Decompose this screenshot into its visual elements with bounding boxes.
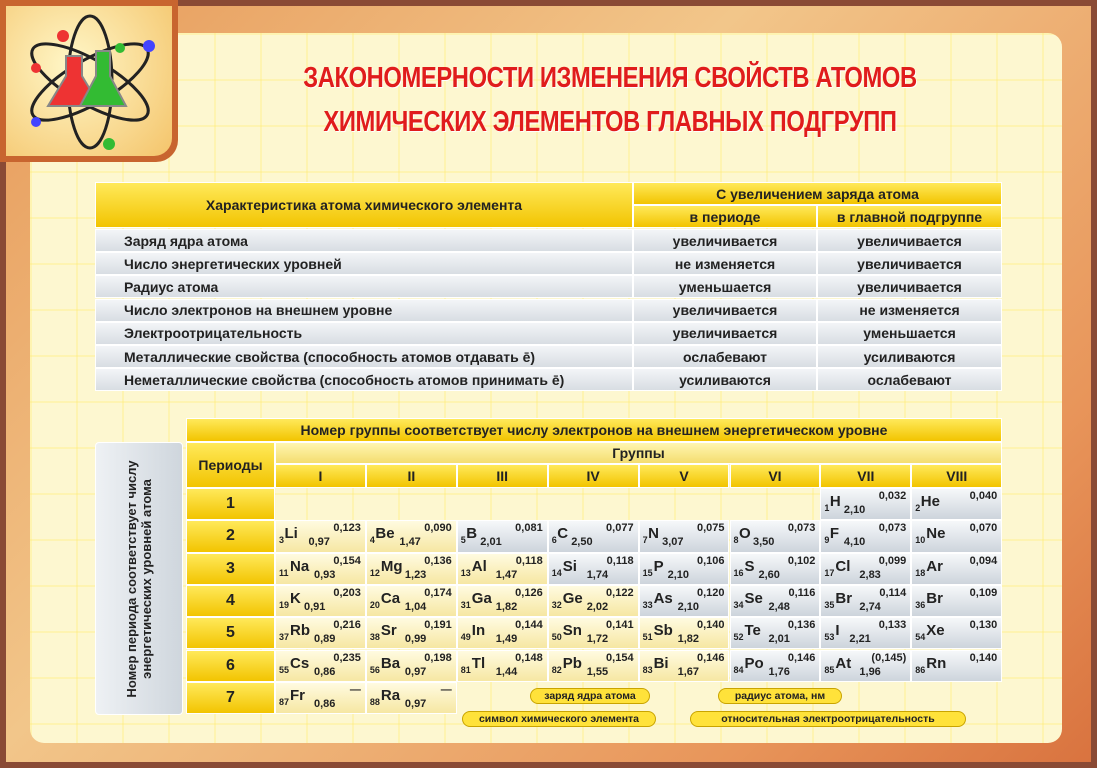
atomic-number: 12 bbox=[369, 567, 380, 578]
atomic-number: 2 bbox=[915, 503, 921, 513]
element-symbol: H bbox=[829, 493, 841, 510]
element-cell bbox=[820, 617, 911, 649]
element-symbol: Cl bbox=[835, 557, 851, 575]
element-cell bbox=[820, 585, 911, 617]
header-group: в главной подгруппе bbox=[817, 205, 1002, 228]
element-symbol: O bbox=[739, 525, 751, 543]
groups-header: Группы bbox=[275, 442, 1002, 464]
element-cell bbox=[730, 585, 821, 617]
electronegativity: 2,01 bbox=[480, 536, 502, 549]
element-symbol: Na bbox=[290, 557, 310, 575]
property-period-trend: усиливаются bbox=[633, 368, 817, 391]
property-group-trend: увеличивается bbox=[817, 252, 1002, 275]
element-symbol: F bbox=[829, 525, 840, 543]
element-symbol: N bbox=[648, 525, 659, 543]
atomic-number: 19 bbox=[279, 599, 290, 610]
property-name: Число энергетических уровней bbox=[95, 252, 633, 275]
atomic-radius: 0,109 bbox=[969, 586, 998, 599]
element-symbol: Mg bbox=[380, 557, 403, 575]
atomic-radius: 0,141 bbox=[606, 619, 634, 632]
atomic-number: 84 bbox=[733, 664, 744, 675]
atomic-radius: 0,077 bbox=[606, 522, 634, 535]
electronegativity: 2,60 bbox=[758, 568, 780, 581]
element-cell bbox=[275, 650, 366, 682]
atomic-number: 16 bbox=[733, 567, 744, 578]
atomic-number: 82 bbox=[551, 664, 562, 675]
electronegativity: 3,50 bbox=[753, 536, 775, 549]
atomic-radius: 0,120 bbox=[696, 586, 725, 599]
element-cell bbox=[275, 520, 366, 552]
electronegativity: 1,67 bbox=[677, 665, 700, 678]
atomic-radius: 0,123 bbox=[333, 522, 361, 535]
element-symbol: In bbox=[471, 622, 486, 640]
atomic-radius: 0,144 bbox=[515, 619, 543, 632]
element-symbol: Ca bbox=[380, 589, 401, 607]
header-increase: С увеличением заряда атома bbox=[633, 182, 1002, 205]
atomic-radius: 0,198 bbox=[424, 651, 452, 664]
element-cell bbox=[275, 585, 366, 617]
atomic-radius: 0,136 bbox=[787, 619, 816, 632]
header-characteristic: Характеристика атома химического элемента bbox=[95, 182, 633, 228]
atomic-number: 81 bbox=[460, 664, 471, 675]
atomic-number: 85 bbox=[824, 664, 835, 675]
atomic-radius: 0,191 bbox=[424, 619, 452, 632]
element-cell bbox=[275, 682, 366, 714]
element-cell bbox=[275, 617, 366, 649]
atomic-number: 8 bbox=[733, 535, 739, 546]
group-label: III bbox=[457, 464, 548, 488]
element-cell bbox=[639, 585, 730, 617]
electronegativity: 2,02 bbox=[586, 600, 609, 613]
element-symbol: Sr bbox=[380, 622, 397, 640]
atomic-radius: 0,094 bbox=[969, 554, 998, 567]
element-symbol: Bi bbox=[653, 654, 669, 672]
element-cell bbox=[457, 650, 548, 682]
atomic-number: 3 bbox=[279, 535, 285, 546]
element-symbol: Al bbox=[471, 557, 487, 575]
electronegativity: 1,47 bbox=[495, 568, 518, 581]
atomic-number: 53 bbox=[824, 632, 835, 643]
electronegativity: 1,96 bbox=[859, 665, 881, 678]
atomic-radius: 0,216 bbox=[333, 619, 361, 632]
element-cell bbox=[548, 617, 639, 649]
element-symbol: Rb bbox=[290, 622, 310, 640]
periods-header: Периоды bbox=[186, 442, 275, 488]
property-name: Электроотрицательность bbox=[95, 322, 633, 345]
element-symbol: Po bbox=[744, 654, 764, 672]
atomic-number: 38 bbox=[369, 632, 380, 643]
group-label: V bbox=[639, 464, 730, 488]
element-cell bbox=[548, 585, 639, 617]
element-symbol: C bbox=[557, 525, 569, 543]
legend-symbol: символ химического элемента bbox=[462, 711, 656, 727]
electronegativity: 1,47 bbox=[399, 536, 421, 549]
property-period-trend: увеличивается bbox=[633, 322, 817, 345]
legend-electronegativity: относительная электроотрицательность bbox=[690, 711, 966, 727]
element-cell bbox=[730, 553, 821, 585]
atomic-radius: 0,075 bbox=[696, 522, 725, 535]
electronegativity: 2,21 bbox=[849, 633, 871, 646]
element-symbol: Si bbox=[562, 557, 577, 575]
group-label: VII bbox=[820, 464, 911, 488]
atomic-radius: 0,146 bbox=[787, 651, 816, 664]
property-period-trend: увеличивается bbox=[633, 229, 817, 252]
atomic-radius: 0,130 bbox=[969, 619, 998, 632]
atomic-number: 33 bbox=[642, 599, 653, 610]
atomic-number: 31 bbox=[460, 599, 471, 610]
property-name: Металлические свойства (способность атомов отдавать ē) bbox=[95, 345, 633, 368]
element-cell bbox=[820, 488, 911, 520]
legend-radius: радиус атома, нм bbox=[718, 688, 842, 704]
atomic-number: 51 bbox=[642, 632, 653, 643]
element-cell bbox=[366, 682, 457, 714]
atomic-radius: 0,114 bbox=[879, 586, 907, 599]
atomic-radius: — bbox=[349, 683, 361, 696]
group-label: IV bbox=[548, 464, 639, 488]
atomic-radius: (0,145) bbox=[871, 651, 907, 664]
chemistry-logo bbox=[0, 0, 178, 162]
property-group-trend: ослабевают bbox=[817, 368, 1002, 391]
property-group-trend: не изменяется bbox=[817, 299, 1002, 322]
electronegativity: 0,89 bbox=[314, 633, 336, 646]
element-cell bbox=[639, 520, 730, 552]
element-cell bbox=[730, 520, 821, 552]
atomic-number: 52 bbox=[733, 632, 744, 643]
element-symbol: Ne bbox=[926, 525, 946, 543]
electronegativity: 0,93 bbox=[314, 568, 336, 581]
property-group-trend: увеличивается bbox=[817, 275, 1002, 298]
element-symbol: Ar bbox=[926, 557, 943, 575]
atom-flask-icon bbox=[6, 6, 172, 156]
atomic-number: 50 bbox=[551, 632, 562, 643]
atomic-radius: 0,070 bbox=[969, 522, 998, 535]
atomic-number: 17 bbox=[824, 567, 835, 578]
element-cell bbox=[366, 650, 457, 682]
atomic-number: 55 bbox=[279, 664, 290, 675]
element-symbol: Fr bbox=[290, 686, 305, 704]
element-symbol: Xe bbox=[926, 622, 945, 640]
electronegativity: 2,10 bbox=[677, 600, 700, 613]
atomic-radius: 0,235 bbox=[333, 651, 361, 664]
element-cell bbox=[457, 585, 548, 617]
element-symbol: Se bbox=[744, 589, 763, 607]
element-cell bbox=[639, 553, 730, 585]
electronegativity: 0,99 bbox=[404, 633, 427, 646]
atomic-number: 10 bbox=[915, 535, 926, 546]
electronegativity: 1,76 bbox=[768, 665, 790, 678]
group-label: VI bbox=[730, 464, 821, 488]
period-number: 3 bbox=[186, 553, 275, 585]
atomic-number: 83 bbox=[642, 664, 653, 675]
element-symbol: As bbox=[653, 589, 673, 607]
element-symbol: Rn bbox=[926, 654, 947, 672]
period-number: 5 bbox=[186, 617, 275, 649]
element-cell bbox=[366, 520, 457, 552]
electronegativity: 2,74 bbox=[859, 600, 881, 613]
property-name: Радиус атома bbox=[95, 275, 633, 298]
element-cell bbox=[548, 553, 639, 585]
atomic-radius: 0,106 bbox=[696, 554, 725, 567]
element-cell bbox=[548, 650, 639, 682]
electronegativity: 4,10 bbox=[843, 536, 866, 549]
electronegativity: 2,50 bbox=[571, 536, 593, 549]
atomic-radius: 0,148 bbox=[515, 651, 543, 664]
atomic-radius: 0,118 bbox=[515, 554, 543, 567]
element-symbol: Pb bbox=[562, 654, 582, 672]
element-symbol: Be bbox=[375, 525, 395, 543]
atomic-number: 15 bbox=[642, 567, 653, 578]
atomic-number: 35 bbox=[824, 599, 835, 610]
property-period-trend: не изменяется bbox=[633, 252, 817, 275]
atomic-number: 1 bbox=[824, 503, 830, 513]
electronegativity: 2,10 bbox=[667, 568, 690, 581]
electronegativity: 1,44 bbox=[495, 665, 518, 678]
element-symbol: Cs bbox=[290, 654, 310, 672]
element-cell bbox=[639, 617, 730, 649]
group-label: II bbox=[366, 464, 457, 488]
atomic-number: 49 bbox=[460, 632, 471, 643]
atomic-radius: 0,102 bbox=[787, 554, 816, 567]
atomic-number: 13 bbox=[460, 567, 471, 578]
element-symbol: At bbox=[835, 654, 852, 672]
legend-charge: заряд ядра атома bbox=[530, 688, 650, 704]
period-number: 7 bbox=[186, 682, 275, 714]
element-cell bbox=[275, 553, 366, 585]
element-cell bbox=[457, 520, 548, 552]
element-symbol: K bbox=[290, 589, 301, 607]
element-symbol: Sb bbox=[653, 622, 673, 640]
atomic-number: 37 bbox=[279, 632, 290, 643]
electronegativity: 1,55 bbox=[586, 665, 609, 678]
element-symbol: Tl bbox=[471, 654, 486, 672]
electronegativity: 3,07 bbox=[662, 536, 684, 549]
element-symbol: S bbox=[744, 557, 755, 575]
element-cell bbox=[366, 585, 457, 617]
atomic-number: 7 bbox=[642, 535, 648, 546]
electronegativity: 2,83 bbox=[859, 568, 881, 581]
element-symbol: I bbox=[835, 622, 840, 640]
element-cell bbox=[457, 617, 548, 649]
electronegativity: 0,91 bbox=[304, 600, 326, 613]
atomic-radius: 0,140 bbox=[969, 651, 998, 664]
period-number: 2 bbox=[186, 520, 275, 552]
element-symbol: Ge bbox=[562, 589, 583, 607]
atomic-number: 14 bbox=[551, 567, 562, 578]
element-cell bbox=[820, 553, 911, 585]
atomic-radius: 0,073 bbox=[787, 522, 816, 535]
property-name: Число электронов на внешнем уровне bbox=[95, 299, 633, 322]
electronegativity: 1,04 bbox=[404, 600, 427, 613]
property-group-trend: увеличивается bbox=[817, 229, 1002, 252]
atomic-radius: — bbox=[440, 683, 452, 696]
electronegativity: 0,97 bbox=[308, 536, 330, 549]
element-symbol: Ba bbox=[380, 654, 401, 672]
atomic-number: 9 bbox=[824, 535, 830, 546]
element-cell bbox=[820, 520, 911, 552]
element-cell bbox=[911, 617, 1002, 649]
element-cell bbox=[639, 650, 730, 682]
element-cell bbox=[366, 617, 457, 649]
element-symbol: He bbox=[920, 493, 940, 510]
element-symbol: Sn bbox=[562, 622, 582, 640]
atomic-radius: 0,174 bbox=[424, 586, 452, 599]
element-cell bbox=[820, 650, 911, 682]
element-cell bbox=[911, 488, 1002, 520]
atomic-number: 5 bbox=[460, 535, 466, 546]
element-cell bbox=[911, 585, 1002, 617]
atomic-number: 88 bbox=[369, 696, 380, 707]
atomic-radius: 0,203 bbox=[333, 586, 361, 599]
atomic-radius: 0,090 bbox=[424, 522, 452, 535]
atomic-number: 54 bbox=[915, 632, 926, 643]
element-symbol: B bbox=[466, 525, 478, 543]
atomic-radius: 0,154 bbox=[333, 554, 361, 567]
element-cell bbox=[548, 520, 639, 552]
electronegativity: 2,48 bbox=[768, 600, 790, 613]
atomic-radius: 0,136 bbox=[424, 554, 452, 567]
element-symbol: Ga bbox=[471, 589, 492, 607]
atomic-number: 4 bbox=[369, 535, 375, 546]
element-cell bbox=[366, 553, 457, 585]
period-side-label bbox=[95, 442, 183, 715]
atomic-radius: 0,081 bbox=[515, 522, 543, 535]
property-period-trend: ослабевают bbox=[633, 345, 817, 368]
atomic-number: 20 bbox=[369, 599, 380, 610]
header-period: в периоде bbox=[633, 205, 817, 228]
electronegativity: 1,72 bbox=[586, 633, 609, 646]
electronegativity: 0,86 bbox=[314, 665, 336, 678]
element-symbol: Br bbox=[926, 589, 943, 607]
atomic-radius: 0,146 bbox=[696, 651, 725, 664]
atomic-number: 32 bbox=[551, 599, 562, 610]
atomic-number: 34 bbox=[733, 599, 744, 610]
element-cell bbox=[911, 650, 1002, 682]
property-period-trend: уменьшается bbox=[633, 275, 817, 298]
group-banner: Номер группы соответствует числу электронов на внешнем энергетическом уровне bbox=[186, 418, 1002, 442]
property-group-trend: усиливаются bbox=[817, 345, 1002, 368]
atomic-radius: 0,133 bbox=[878, 619, 907, 632]
atomic-number: 56 bbox=[369, 664, 380, 675]
atomic-radius: 0,140 bbox=[696, 619, 725, 632]
property-period-trend: увеличивается bbox=[633, 299, 817, 322]
electronegativity: 1,82 bbox=[495, 600, 518, 613]
electronegativity: 1,82 bbox=[677, 633, 700, 646]
title-line-2: ХИМИЧЕСКИХ ЭЛЕМЕНТОВ ГЛАВНЫХ ПОДГРУПП bbox=[323, 106, 897, 138]
atomic-radius: 0,154 bbox=[606, 651, 634, 664]
element-symbol: P bbox=[653, 557, 664, 575]
title-line-1: ЗАКОНОМЕРНОСТИ ИЗМЕНЕНИЯ СВОЙСТВ АТОМОВ bbox=[303, 62, 917, 94]
atomic-radius: 0,126 bbox=[515, 586, 543, 599]
atomic-radius: 0,099 bbox=[878, 554, 907, 567]
side-label-text: Номер периода соответствует числу энергетических уровней атома bbox=[124, 459, 154, 698]
element-cell bbox=[730, 617, 821, 649]
electronegativity: 2,10 bbox=[843, 504, 866, 516]
element-symbol: Li bbox=[284, 525, 298, 543]
period-number: 1 bbox=[186, 488, 275, 520]
atomic-number: 11 bbox=[279, 567, 289, 578]
atomic-radius: 0,040 bbox=[969, 490, 998, 502]
element-symbol: Ra bbox=[380, 686, 401, 704]
electronegativity: 0,97 bbox=[404, 697, 427, 710]
electronegativity: 1,23 bbox=[404, 568, 427, 581]
electronegativity: 0,97 bbox=[404, 665, 427, 678]
atomic-number: 6 bbox=[551, 535, 557, 546]
electronegativity: 0,86 bbox=[314, 697, 336, 710]
element-symbol: Br bbox=[835, 589, 853, 607]
period-number: 4 bbox=[186, 585, 275, 617]
atomic-radius: 0,032 bbox=[878, 490, 907, 502]
element-cell bbox=[457, 553, 548, 585]
atomic-number: 86 bbox=[915, 664, 926, 675]
period-number: 6 bbox=[186, 650, 275, 682]
property-group-trend: уменьшается bbox=[817, 322, 1002, 345]
electronegativity: 2,01 bbox=[768, 633, 790, 646]
atomic-number: 87 bbox=[279, 696, 290, 707]
element-symbol: Te bbox=[744, 622, 761, 640]
atomic-number: 18 bbox=[915, 567, 926, 578]
element-cell bbox=[911, 553, 1002, 585]
electronegativity: 1,74 bbox=[586, 568, 609, 581]
atomic-radius: 0,073 bbox=[878, 522, 907, 535]
atomic-radius: 0,116 bbox=[788, 586, 816, 599]
electronegativity: 1,49 bbox=[495, 633, 518, 646]
element-cell bbox=[730, 650, 821, 682]
atomic-radius: 0,118 bbox=[606, 554, 634, 567]
atomic-radius: 0,122 bbox=[606, 586, 634, 599]
property-name: Неметаллические свойства (способность атомов принимать ē) bbox=[95, 368, 633, 391]
atomic-number: 36 bbox=[915, 599, 926, 610]
property-name: Заряд ядра атома bbox=[95, 229, 633, 252]
element-cell bbox=[911, 520, 1002, 552]
group-label: VIII bbox=[911, 464, 1002, 488]
group-label: I bbox=[275, 464, 366, 488]
